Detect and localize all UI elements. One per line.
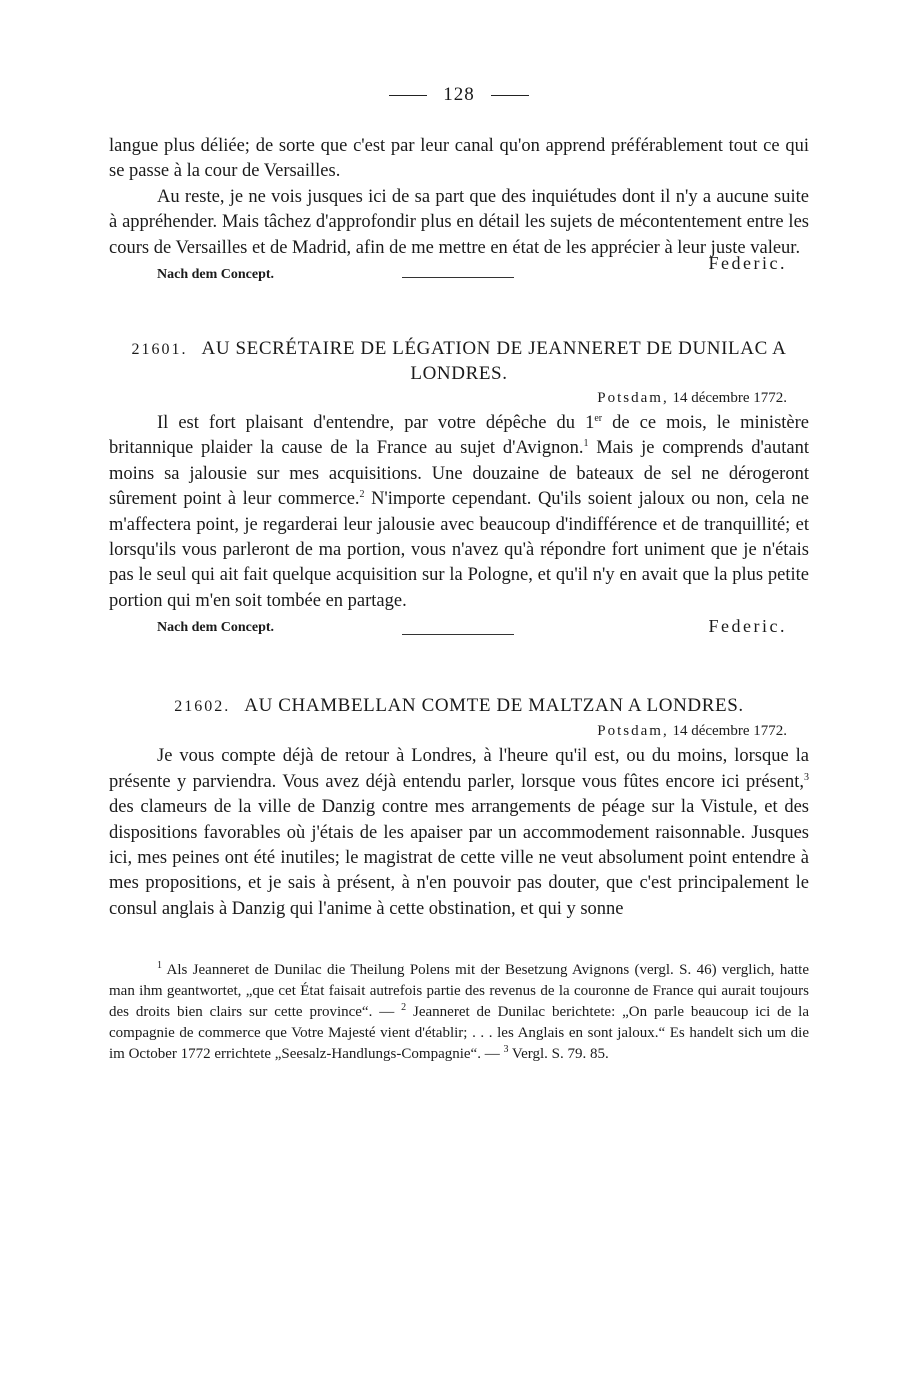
footnote-text: Jeanneret de Dunilac berichtete: „On parle beaucoup ici de la compagnie de commerce que Votre Majesté vient d'établir; . . . les Anglais en sont jaloux.“ Es handelt sich um die im October 1772 errichtete „Seesalz-Handlungs-Compagnie“. — — [109, 1004, 810, 1063]
letter-number: 21602. — [174, 698, 231, 716]
footnote-text: Vergl. S. 79. 85. — [508, 1046, 609, 1063]
footnote-ref: 3 — [804, 771, 809, 783]
letter-title: AU SECRÉTAIRE DE LÉGATION DE JEANNERET DE DUNILAC A LONDRES. — [201, 338, 787, 385]
header-dash-left — [389, 95, 427, 96]
separator-rule — [402, 277, 514, 278]
footnote-ref: 1 — [583, 438, 589, 450]
source-note: Nach dem Concept. — [157, 620, 275, 636]
continuation-paragraph-1: langue plus déliée; de sorte que c'est par leur canal qu'on apprend préférablement tout ce qui se passe à la cour de Versailles. — [109, 136, 809, 182]
body-text: Mais je comprends d'autant moins sa jalousie sur mes acquisitions. Une douzaine de bateaux de sel ne dérogeront sûrement point à leur commerce. — [109, 438, 809, 510]
signature: Federic. — [708, 616, 787, 637]
superscript: er — [594, 412, 603, 424]
footnote-mark: 3 — [503, 1044, 509, 1056]
continuation-closing — [109, 253, 809, 287]
letter-heading — [109, 694, 809, 719]
letter-body — [109, 411, 809, 614]
footnote-mark: 1 — [157, 960, 162, 972]
footnote-mark: 2 — [401, 1002, 407, 1014]
dateline-place: Potsdam, — [597, 723, 669, 740]
footnote-ref: 2 — [359, 489, 365, 501]
footnotes — [109, 960, 809, 1065]
letter-number: 21601. — [131, 341, 188, 359]
body-text: Je vous compte déjà de retour à Londres, à l'heure qu'il est, ou du moins, lorsque la présente y parviendra. Vous avez déjà entendu parler, lorsque vous fûtes encore ici présent, — [109, 746, 809, 792]
separator-rule — [402, 634, 514, 635]
body-text: Il est fort plaisant d'entendre, par votre dépêche du 1 — [157, 413, 595, 434]
page-header — [109, 84, 809, 114]
letter-dateline — [109, 390, 787, 407]
page-number: 128 — [443, 84, 475, 105]
footnote-text: Als Jeanneret de Dunilac die Theilung Polens mit der Besetzung Avignons (vergl. S. 46) verglich, hatte man ihm geantwortet, „que cet État faisait autrefois partie des revenus de la couronne de France qui aurait toujours des droits bien clairs sur cette province“. — — [109, 962, 809, 1021]
book-page — [109, 84, 809, 1065]
signature: Federic. — [708, 253, 787, 274]
letter-dateline — [109, 723, 787, 740]
body-text: N'importe cependant. Qu'ils soient jaloux ou non, cela ne m'affectera point, je regarderai leur jalousie avec beaucoup d'indifférence et de tranquillité; et lorsqu'ils vous parleront de ma portion, vous n'avez qu'à répondre fort uniment que je n'étais pas le seul qui ait fait quelque acquisition sur la Pologne, et qu'il n'y en avait que la plus petite portion qui m'en soit tombée en partage. — [109, 489, 809, 611]
dateline-date: 14 décembre 1772. — [672, 390, 787, 407]
source-note: Nach dem Concept. — [157, 267, 275, 283]
continuation-paragraph-2: Au reste, je ne vois jusques ici de sa part que des inquiétudes dont il n'y a aucune suite à appréhender. Mais tâchez d'approfondir plus en détail les sujets de mécontentement entre les cours de Versailles et de Madrid, afin de me mettre en état de les apprécier à leur juste valeur. — [109, 186, 809, 258]
dateline-place: Potsdam, — [597, 390, 669, 407]
dateline-date: 14 décembre 1772. — [672, 723, 787, 740]
letter-body — [109, 744, 809, 922]
body-text: de ce mois, le ministère britannique plaider la cause de la France au sujet d'Avignon. — [109, 413, 809, 459]
header-dash-right — [491, 95, 529, 96]
letter-heading — [109, 337, 809, 386]
footnote-block — [109, 960, 809, 1065]
body-text: des clameurs de la ville de Danzig contre mes arrangements de péage sur la Vistule, et des dispositions favorables où j'étais de les apaiser par un accommodement raisonnable. Jusques ici, mes peines ont été inutiles; le magistrat de cette ville ne veut absolument point entendre à mes propositions, et je sais à présent, à n'en pouvoir pas douter, que c'est principalement le consul anglais à Danzig qui l'anime à cette obstination, et qui y sonne — [109, 797, 809, 919]
letter-closing — [109, 616, 809, 640]
letter-title: AU CHAMBELLAN COMTE DE MALTZAN A LONDRES. — [244, 695, 744, 717]
